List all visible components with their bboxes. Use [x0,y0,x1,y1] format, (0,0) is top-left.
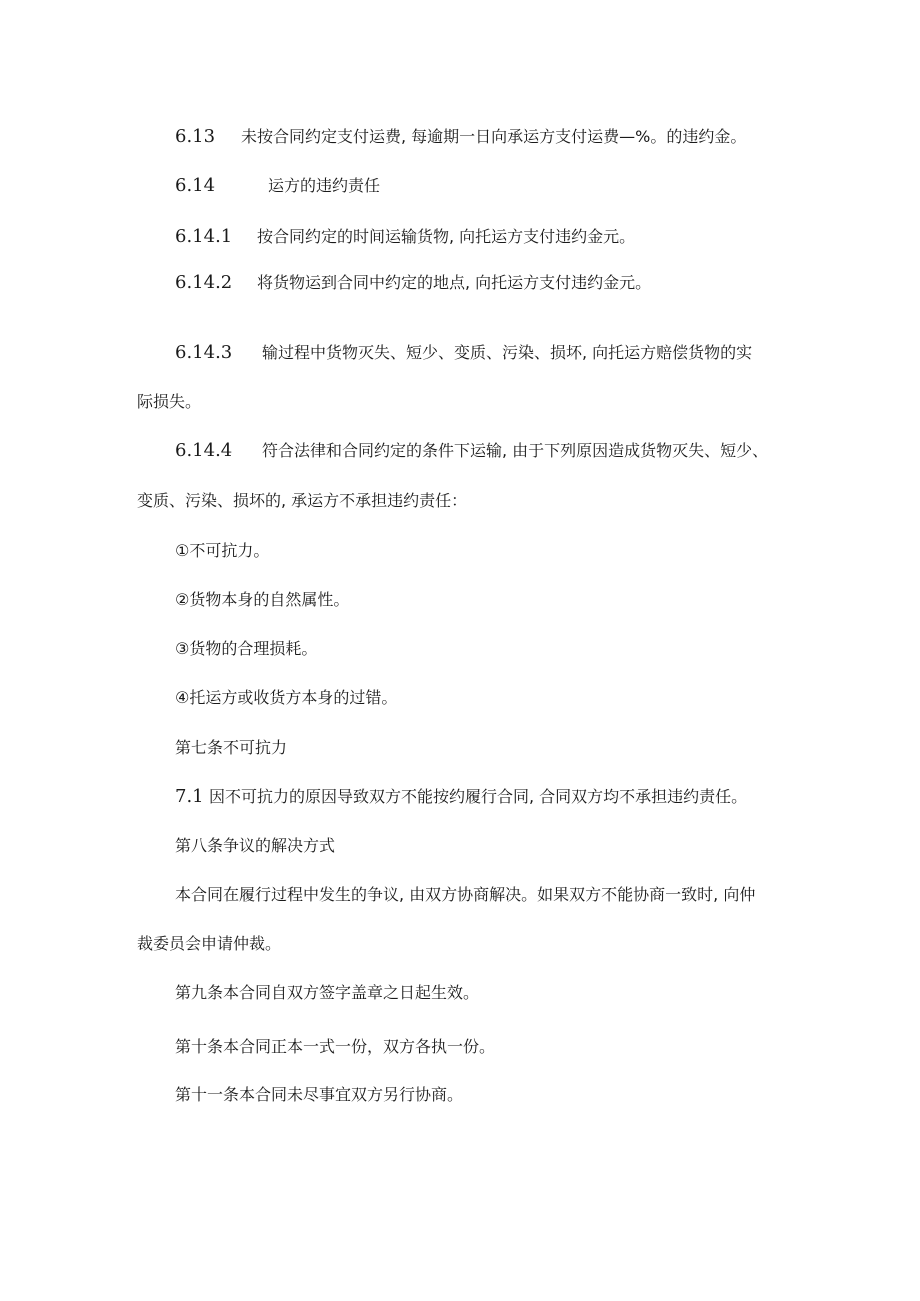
reason-item: ①不可抗力。 [175,541,270,560]
article-10: 第十条本合同正本一式一份，双方各执一份。 [175,1037,496,1056]
clause-6-14-4-line2: 变质、污染、损坏的, 承运方不承担违约责任： [137,491,468,510]
article-8-title: 第八条争议的解决方式 [175,836,336,855]
article-7-title: 第七条不可抗力 [175,738,288,757]
clause-6-13-text: 未按合同约定支付运费, 每逾期一日向承运方支付运费—%。的违约金。 [241,127,747,146]
clause-6-14-1-text: 按合同约定的时间运输货物, 向托运方支付违约金元。 [257,227,636,246]
clause-6-14-4-line1: 符合法律和合同约定的条件下运输, 由于下列原因造成货物灭失、短少、 [262,441,769,460]
clause-6-13-number: 6.13 [175,126,216,147]
reason-item: ③货物的合理损耗。 [175,639,318,658]
article-9: 第九条本合同自双方签字盖章之日起生效。 [175,983,480,1002]
article-11: 第十一条本合同未尽事宜双方另行协商。 [175,1085,464,1104]
reason-item: ④托运方或收货方本身的过错。 [175,688,398,707]
clause-6-14-3-number: 6.14.3 [175,342,233,363]
clause-6-14-2-text: 将货物运到合同中约定的地点, 向托运方支付违约金元。 [257,273,652,292]
clause-6-14-3-line1: 输过程中货物灭失、短少、变质、污染、损坏, 向托运方赔偿货物的实 [262,343,753,362]
clause-6-14-1-number: 6.14.1 [175,226,233,247]
clause-6-14-2-number: 6.14.2 [175,272,233,293]
clause-6-14-number: 6.14 [175,175,216,196]
clause-7-1-text: 因不可抗力的原因导致双方不能按约履行合同, 合同双方均不承担违约责任。 [209,787,748,806]
clause-6-14-3-line2: 际损失。 [137,392,202,411]
clause-6-14-4-number: 6.14.4 [175,440,233,461]
reason-item: ②货物本身的自然属性。 [175,590,350,609]
clause-7-1-number: 7.1 [175,786,204,807]
clause-6-14-text: 运方的违约责任 [268,176,381,195]
article-8-line1: 本合同在履行过程中发生的争议, 由双方协商解决。如果双方不能协商一致时, 向仲 [175,885,756,904]
article-8-line2: 裁委员会申请仲裁。 [137,934,282,953]
